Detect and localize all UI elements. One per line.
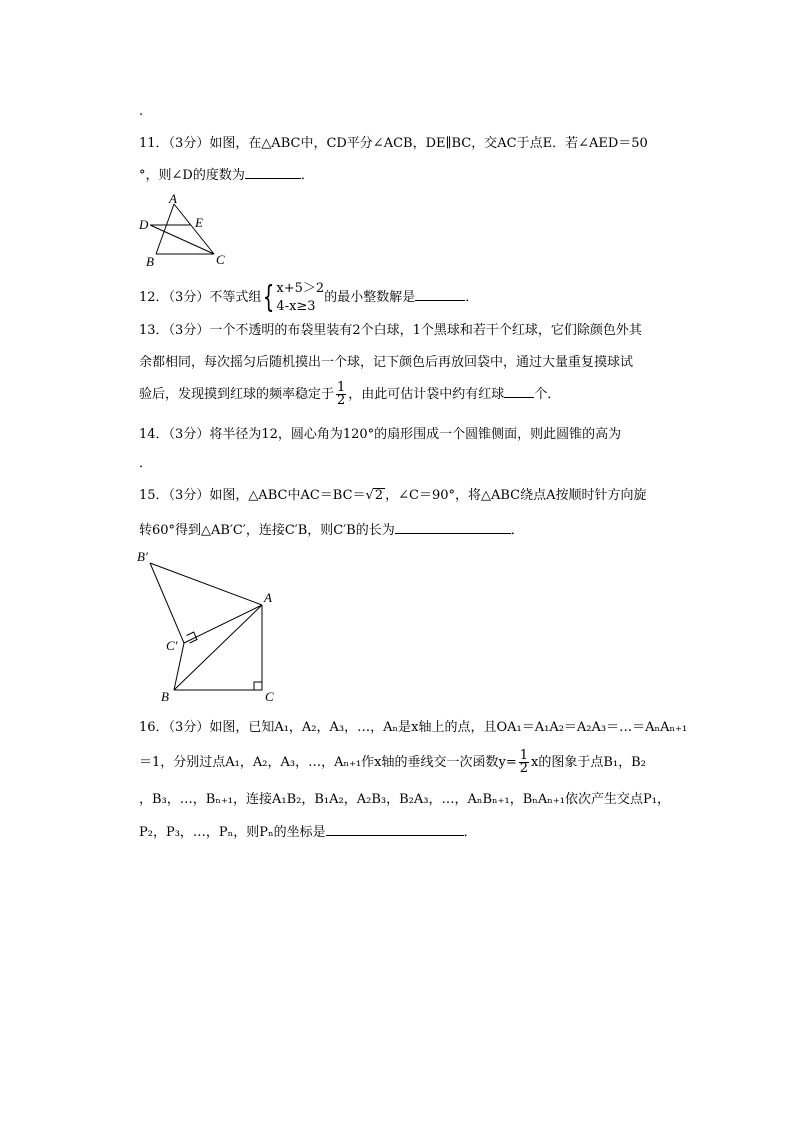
- q16-fn-prefix: y=: [498, 755, 517, 770]
- q16-fraction: [519, 750, 529, 775]
- q16-line4: [139, 823, 477, 841]
- q13-line3-text: 验后，发现摸到红球的频率稳定于: [139, 387, 335, 402]
- q13-line3-mid: ，由此可估计袋中约有红球: [348, 387, 505, 402]
- q16-line2: [139, 747, 646, 779]
- q13-line2: 余都相同，每次摇匀后随机摸出一个球，记下颜色后再放回袋中，通过大量重复摸球试: [139, 355, 634, 370]
- q13-line3-end: 个．: [534, 387, 561, 402]
- q16-line4-text: P₂，P₃，…，Pₙ，则Pₙ的坐标是: [139, 825, 326, 840]
- q15-answer-blank: [395, 521, 511, 534]
- q11-line2-end: ．: [300, 168, 314, 183]
- q12-end: ．: [465, 290, 479, 305]
- q13-answer-blank: [504, 385, 534, 398]
- top-period: .: [139, 104, 144, 119]
- q15-line2: [139, 521, 524, 539]
- q11-line2: [139, 166, 314, 184]
- q16-line2-rest: 的图象于点B₁，B₂: [538, 755, 646, 770]
- q15-edge-bp-a: [150, 563, 262, 605]
- q15-label-b: B: [161, 689, 169, 704]
- q12-inequality-system: [276, 280, 324, 316]
- q15-line1: [139, 488, 647, 504]
- q13-fraction: [336, 382, 346, 407]
- q15-label-bp: B′: [137, 549, 148, 564]
- q12-pre: 12．（3分）不等式组: [139, 290, 262, 305]
- q15-figure: [132, 545, 282, 705]
- q16-line4-end: ．: [463, 825, 477, 840]
- q16-frac-num: 1: [519, 748, 529, 763]
- q15-label-c: C: [265, 689, 274, 704]
- q11-label-a: A: [169, 192, 177, 206]
- q11-edge-ac: [174, 204, 214, 254]
- q11-figure: [136, 192, 236, 268]
- q11-label-b: B: [146, 254, 154, 268]
- q16-line2-text: ＝1，分别过点A₁，A₂，A₃，…，Aₙ₊₁作x轴的垂线交一次函数: [139, 755, 499, 770]
- q13-frac-num: 1: [337, 380, 346, 395]
- q15-line1-text: 15．（3分）如图，△ABC中AC＝BC＝: [139, 488, 366, 503]
- q11-line1: 11．（3分）如图，在△ABC中，CD平分∠ACB，DE∥BC，交AC于点E．若∠AED＝50: [139, 136, 648, 151]
- q11-line2-text: °，则∠D的度数为: [139, 168, 245, 183]
- q12-ineq2: 4-x≥3: [276, 298, 316, 314]
- sqrt-icon: √: [365, 488, 374, 503]
- q15-line2-end: ．: [510, 523, 524, 538]
- q11-label-e: E: [195, 215, 203, 230]
- q16-line3: ，B₃，…，Bₙ₊₁，连接A₁B₂，B₁A₂，A₂B₃，B₂A₃，…，AₙBₙ₊₁，BₙAₙ₊₁依次产生交点P₁，: [139, 792, 670, 807]
- q16-fn-suffix: x: [531, 755, 539, 770]
- q12-ineq1: x+5＞2: [276, 280, 325, 296]
- q14-line1: 14．（3分）将半径为12，圆心角为120°的扇形围成一个圆锥侧面，则此圆锥的高为: [139, 427, 622, 442]
- q11-edge-dc: [150, 225, 214, 254]
- q15-label-a: A: [264, 590, 272, 605]
- q15-line2-text: 转60°得到△AB′C′，连接C′B，则C′B的长为: [139, 523, 395, 538]
- q12-post: 的最小整数解是: [324, 290, 416, 305]
- q11-answer-blank: [245, 166, 301, 179]
- q13-line1: 13．（3分）一个不透明的布袋里装有2个白球，1个黑球和若干个红球，它们除颜色外其: [139, 323, 642, 338]
- brace-icon: {: [263, 279, 275, 315]
- q16-answer-blank: [326, 823, 464, 836]
- q15-sqrt-value: 2: [374, 488, 384, 503]
- q15-edge-b-a: [174, 605, 262, 690]
- q11-label-d: D: [139, 217, 149, 232]
- q13-line3: [139, 380, 560, 410]
- q12-answer-blank: [415, 288, 465, 301]
- q15-edge-bp-cp: [150, 563, 184, 643]
- q12-line: [139, 278, 478, 318]
- q15-label-cp: C′: [166, 638, 178, 653]
- q13-frac-den: 2: [337, 393, 346, 408]
- q11-label-c: C: [216, 252, 225, 267]
- q16-line1: 16．（3分）如图，已知A₁，A₂，A₃，…，Aₙ是x轴上的点，且OA₁＝A₁A₂＝A₂A₃＝…＝AₙAₙ₊₁: [139, 720, 688, 735]
- q15-line1-rest: ，∠C＝90°，将△ABC绕点A按顺时针方向旋: [385, 488, 647, 503]
- q16-frac-den: 2: [519, 761, 529, 776]
- q15-right-angle-c: [254, 682, 262, 690]
- q14-line2: ．: [139, 456, 153, 471]
